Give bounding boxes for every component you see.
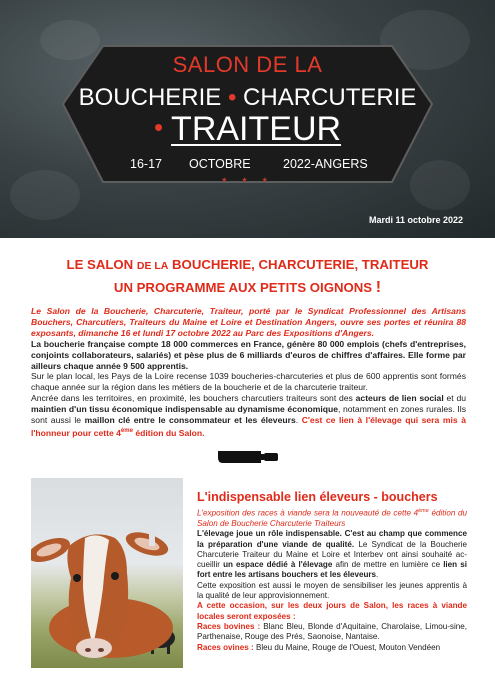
paragraph-3: Ancrée dans les territoires, en proximité, les bouchers charcutiers traiteurs sont des acteurs de lien social et du maintien d'un tissu économique indispensable au dynamisme économique, notamment en zones rurales. Ils sont aussi le maillon clé entre le consommateur et les éleveurs. C'est ce lien à l'élevage qui sera mis à l'honneur pour cette 4ème édition du Salon. xyxy=(31,393,467,438)
title-salon: SALON DE LA xyxy=(172,52,323,77)
intro-paragraph: Le Salon de la Boucherie, Charcuterie, Traiteur, porté par le Syndicat Professionnel des Artisans Bouchers, Charcutiers, Traiteurs du Maine et Loire et Destination Angers, ouvre ses portes et réunira 88 exposants, dimanche 16 et lundi 17 octobre 2022 au Parc des Expositions d'Angers. xyxy=(31,306,466,338)
stars-decoration: ★ ★ ★ xyxy=(221,177,274,184)
date-year-place: 2022-ANGERS xyxy=(283,157,368,171)
date-days: 16-17 xyxy=(130,157,162,171)
publication-date: Mardi 11 octobre 2022 xyxy=(368,215,463,225)
cow-photo xyxy=(31,478,183,668)
section-livestock xyxy=(197,490,467,653)
paragraph-1: La boucherie française compte 18 000 commerces en France, génère 80 000 emplois (chefs d'entreprises, conjoints collaborateurs, salariés) et pèse plus de 6 milliards d'euros de chiffres d'affaires. Elle forme par ailleurs chaque année 9 500 apprentis. xyxy=(31,338,466,371)
separator-dot: • xyxy=(227,84,237,111)
bovine-breeds: Races bovines : Blanc Bleu, Blonde d'Aquitaine, Charolaise, Limou-sine, Parthenaise, Rouge des Prés, Saonoise, Nantaise. xyxy=(197,621,468,642)
article-headline: LE SALON DE LA BOUCHERIE, CHARCUTERIE, TRAITEUR UN PROGRAMME AUX PETITS OIGNONS ! xyxy=(66,257,429,296)
article-body xyxy=(31,306,466,439)
title-boucherie-charcuterie: BOUCHERIE • CHARCUTERIE xyxy=(78,84,417,111)
section-title: L'indispensable lien éleveurs - bouchers xyxy=(197,490,438,504)
date-month: OCTOBRE xyxy=(189,157,251,171)
title-traiteur: • TRAITEUR xyxy=(153,110,342,148)
ovine-breeds: Races ovines : Bleu du Maine, Rouge de l'Ouest, Mouton Vendéen xyxy=(197,642,441,652)
header-banner xyxy=(0,0,495,238)
separator-dot: • xyxy=(153,112,164,142)
section-subtitle: L'exposition des races à viande sera la nouveauté de cette 4ème édition du Salon de Boucherie Charcuterie Traiteurs xyxy=(197,508,467,528)
section-paragraph-2: Cette exposition est aussi le moyen de sensibiliser les jeunes apprentis à la qualité de leur approvisionnement. xyxy=(197,580,467,601)
paragraph-2: Sur le plan local, les Pays de la Loire recense 1039 boucheries-charcuteries et plus de 600 apprentis sont formés chaque année sur la région dans les métiers de la boucherie et de la charcuterie traiteur. xyxy=(31,371,466,393)
section-paragraph-1: L'élevage joue un rôle indispensable. C'est au champ que commence la préparation d'une viande de qualité. Le Syndicat de la Boucherie Charcuterie Traiteur du Maine et Loire et Interbev ont ainsi souhaité ac-cueillir un espace dédié à l'élevage afin de mettre en lumière ce lien si fort entre les artisans bouchers et les éleveurs. xyxy=(197,529,468,580)
section-paragraph-3: A cette occasion, sur les deux jours de Salon, les races à viande locales seront exposées : xyxy=(197,601,467,621)
knife-icon xyxy=(217,449,279,465)
